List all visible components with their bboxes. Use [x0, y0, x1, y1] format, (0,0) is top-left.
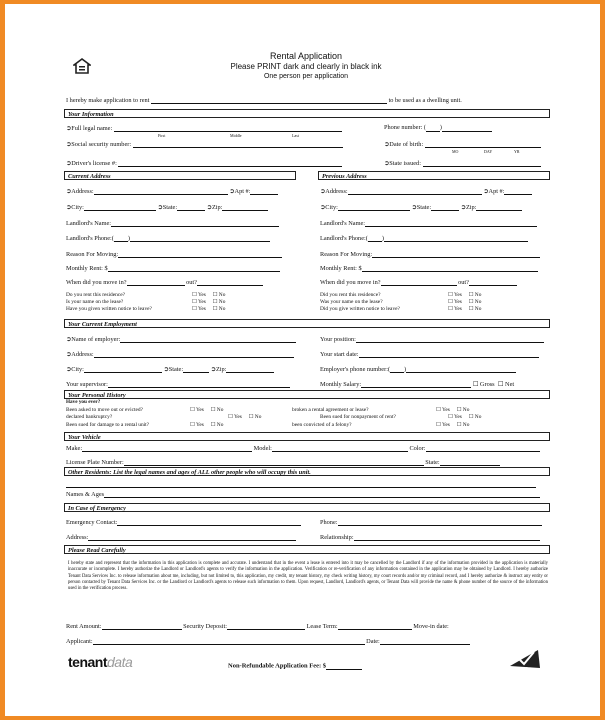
prev-apt-label: Apt #: — [488, 187, 505, 195]
cur-q1-row — [66, 292, 125, 298]
intro-address-line[interactable] — [151, 96, 387, 104]
relationship-label: Relationship: — [320, 533, 354, 541]
arrow-icon: ➲ — [483, 187, 489, 195]
checkbox-icon[interactable]: ☐ — [190, 422, 195, 428]
history-q6-label: been convicted of a felony? — [292, 422, 352, 428]
history-q1-row — [66, 407, 143, 413]
prev-q1-label: Did you rent this residence? — [320, 292, 381, 298]
cur-q2-options — [192, 299, 225, 305]
full-legal-name-label: Full legal name: — [71, 124, 113, 132]
name-middle-sub: Middle — [230, 133, 242, 138]
ssn-field[interactable] — [133, 140, 343, 148]
cur-address-row — [66, 187, 278, 195]
checkbox-icon[interactable]: ☐ — [468, 299, 474, 305]
names-ages-field[interactable] — [104, 490, 540, 498]
employer-phone-row: Employer's phone number:( ) — [320, 365, 516, 373]
prev-move-in-label: When did you move in? — [320, 278, 381, 286]
seal-text: Tenant Data — [515, 666, 533, 670]
yes-label: Yes — [196, 407, 204, 413]
prev-q3-row — [320, 306, 400, 312]
cur-q1-options — [192, 292, 225, 298]
history-q1-options — [190, 407, 223, 413]
section-read-carefully: Please Read Carefully — [64, 545, 550, 554]
checkbox-icon[interactable]: ☐ — [436, 407, 441, 413]
state-issued-field[interactable] — [423, 159, 541, 167]
emergency-address-field[interactable] — [88, 533, 296, 541]
checkbox-icon[interactable]: ☐ — [248, 414, 254, 420]
supervisor-field[interactable] — [108, 380, 290, 388]
history-q3-options — [190, 422, 223, 428]
applicant-label: Applicant: — [66, 637, 93, 645]
emp-address-field[interactable] — [94, 350, 294, 358]
arrow-icon: ➲ — [66, 159, 72, 167]
emergency-address-label: Address: — [66, 533, 89, 541]
emergency-address-row — [66, 533, 296, 541]
cur-zip-label: Zip: — [211, 203, 223, 211]
full-legal-name-field[interactable] — [114, 124, 342, 132]
model-field[interactable] — [272, 444, 408, 452]
security-deposit-label: Security Deposit: — [183, 622, 227, 630]
no-label: No — [462, 407, 470, 413]
prev-landlord-phone-field[interactable] — [384, 234, 528, 242]
history-q6-options — [436, 422, 469, 428]
license-row — [66, 458, 500, 466]
section-your-information: Your Information — [64, 109, 550, 118]
date-field[interactable] — [380, 637, 470, 645]
history-q5-label: Been sued for nonpayment of rent? — [320, 414, 396, 420]
dob-row — [384, 140, 541, 148]
phone-number-row: Phone number: ( ) — [384, 124, 492, 132]
history-q4-label: broken a rental agreement or lease? — [292, 407, 369, 413]
model-label: Model: — [253, 444, 272, 452]
yes-label: Yes — [454, 292, 462, 298]
residents-line-1[interactable] — [66, 480, 536, 488]
emp-address-label: Address: — [71, 350, 94, 358]
prev-out-label: out? — [458, 278, 469, 286]
start-date-label: Your start date: — [320, 350, 359, 358]
form-subtitle: Please PRINT dark and clearly in black ink — [230, 62, 382, 71]
cur-zip-field[interactable] — [222, 203, 268, 211]
history-q3-label: Been sued for damage to a rental unit? — [66, 422, 150, 428]
cur-state-label: State: — [162, 203, 178, 211]
names-ages-row — [66, 490, 540, 498]
prev-reason-row — [320, 250, 540, 258]
vehicle-row — [66, 444, 540, 452]
arrow-icon: ➲ — [163, 365, 169, 373]
checkbox-icon[interactable]: ☐ — [456, 407, 462, 413]
checkbox-icon[interactable]: ☐ — [468, 306, 474, 312]
logo-data-text: data — [107, 654, 133, 670]
prev-address-row — [320, 187, 532, 195]
date-label: Date: — [366, 637, 380, 645]
relationship-field[interactable] — [354, 533, 540, 541]
drivers-license-label: Driver's license #: — [71, 159, 117, 167]
emp-state-label: State: — [168, 365, 184, 373]
section-previous-address: Previous Address — [318, 171, 550, 180]
no-label: No — [218, 299, 226, 305]
other-residents-blank — [66, 480, 536, 488]
section-personal-history: Your Personal History — [64, 390, 550, 399]
prev-q3-label: Did you give written notice to leave? — [320, 306, 400, 312]
history-subheader: Have you ever? — [66, 399, 101, 405]
lease-term-field[interactable] — [338, 622, 412, 630]
section-emergency: In Case of Emergency — [64, 503, 550, 512]
prev-rent-label: Monthly Rent: $ — [320, 264, 362, 272]
make-field[interactable] — [82, 444, 252, 452]
cur-address-label: Address: — [71, 187, 94, 195]
arrow-icon: ➲ — [66, 187, 72, 195]
arrow-icon: ➲ — [210, 365, 216, 373]
history-q2-row — [66, 414, 112, 420]
authorization-paragraph: I hereby state and represent that the information in this application is complete and accurate. I understand that in the event a lease is entered into it may be cancelled by the Landlord if any of the information provided in the application is materially inaccurate or incomplete. I hereby authorize the Landlord or Landlord's agents to verify the information in the application. Verification or re-verification of any information contained in the application may be obtained by Landlord. I hereby authorize Tenant Data Services Inc. to release information about me, including, but not limited to, this application, my credit, my tenant history, my check writing history, my court records and/or my criminal record, and I hereby authorize & instruct any entity or person contacted by Tenant Data Services Inc. or the Landlord or Landlord's agents to release such information to them. Upon request, Landlord, Landlord's agents, or Tenant Data will provide the name & phone number of the source of the information used in the verification process. — [68, 561, 548, 592]
ssn-label: Social security number: — [71, 140, 132, 148]
dob-mo-sub: MO — [452, 149, 459, 154]
prev-apt-field[interactable] — [504, 187, 532, 195]
checkbox-icon[interactable]: ☐ — [210, 422, 216, 428]
cur-city-label: City: — [71, 203, 84, 211]
dob-yr-sub: YR — [514, 149, 520, 154]
yes-label: Yes — [454, 414, 462, 420]
salary-field[interactable] — [361, 380, 471, 388]
cur-landlord-name-field[interactable] — [111, 219, 279, 227]
color-field[interactable] — [426, 444, 540, 452]
cur-q3-label: Have you given written notice to leave? — [66, 306, 152, 312]
no-label: No — [216, 422, 224, 428]
cur-apt-label: Apt #: — [234, 187, 251, 195]
checkbox-icon[interactable]: ☐ — [210, 407, 216, 413]
prev-landlord-area-field[interactable] — [368, 234, 382, 242]
employer-row — [66, 335, 296, 343]
ssn-row — [66, 140, 343, 148]
rent-amount-label: Rent Amount: — [66, 622, 102, 630]
prev-move-in-field[interactable] — [381, 278, 457, 286]
arrow-icon: ➲ — [66, 140, 72, 148]
cur-reason-row — [66, 250, 282, 258]
no-label: No — [254, 414, 262, 420]
emp-city-label: City: — [71, 365, 84, 373]
cur-move-row — [66, 278, 263, 286]
prev-q2-label: Was your name on the lease? — [320, 299, 383, 305]
arrow-icon: ➲ — [460, 203, 466, 211]
start-date-row — [320, 350, 539, 358]
prev-state-field[interactable] — [431, 203, 459, 211]
form-title: Rental Application — [269, 51, 343, 61]
cur-q2-label: Is your name on the lease? — [66, 299, 124, 305]
history-q6-row — [292, 422, 352, 428]
arrow-icon: ➲ — [66, 350, 72, 358]
license-label: License Plate Number: — [66, 458, 124, 466]
cur-address-field[interactable] — [94, 187, 228, 195]
arrow-icon: ➲ — [206, 203, 212, 211]
prev-reason-label: Reason For Moving: — [320, 250, 373, 258]
salary-row — [320, 380, 514, 388]
cur-landlord-name-row — [66, 219, 279, 227]
checkbox-icon[interactable]: ☐ — [456, 422, 462, 428]
security-deposit-field[interactable] — [227, 622, 305, 630]
checkbox-icon[interactable]: ☐ — [192, 292, 197, 298]
arrow-icon: ➲ — [66, 203, 72, 211]
vehicle-state-label: State: — [425, 458, 440, 466]
intro-row — [66, 96, 462, 104]
history-q3-row — [66, 422, 149, 428]
prev-move-row — [320, 278, 517, 286]
yes-label: Yes — [196, 422, 204, 428]
checkbox-icon[interactable]: ☐ — [468, 292, 474, 298]
tenant-data-logo — [68, 654, 132, 670]
prev-zip-label: Zip: — [465, 203, 477, 211]
checkbox-icon[interactable]: ☐ — [448, 299, 453, 305]
phone-number-label: Phone number: — [384, 124, 423, 132]
emp-state-field[interactable] — [183, 365, 209, 373]
state-issued-label: State issued: — [389, 159, 421, 167]
no-label: No — [216, 407, 224, 413]
no-label: No — [474, 292, 482, 298]
dob-field[interactable] — [425, 140, 541, 148]
checkbox-icon[interactable]: ☐ — [448, 306, 453, 312]
gross-label: Gross — [479, 380, 495, 388]
checkbox-icon[interactable]: ☐ — [192, 299, 197, 305]
arrow-icon: ➲ — [320, 187, 326, 195]
name-last-sub: Last — [292, 133, 299, 138]
color-label: Color: — [409, 444, 426, 452]
form-note: One person per application — [263, 73, 349, 80]
phone-number-field[interactable] — [442, 124, 492, 132]
prev-landlord-name-row — [320, 219, 537, 227]
section-employment: Your Current Employment — [64, 319, 550, 328]
salary-label: Monthly Salary: — [320, 380, 362, 388]
no-label: No — [218, 292, 226, 298]
position-label: Your position: — [320, 335, 356, 343]
checkbox-icon[interactable]: ☐ — [468, 414, 474, 420]
checkbox-icon[interactable]: ☐ — [448, 414, 453, 420]
arrow-icon: ➲ — [384, 140, 390, 148]
yes-label: Yes — [198, 292, 206, 298]
prev-address-label: Address: — [325, 187, 348, 195]
position-row — [320, 335, 544, 343]
tenant-data-seal-icon — [508, 646, 542, 670]
terms-row — [66, 622, 449, 630]
signature-row — [66, 637, 470, 645]
cur-out-field[interactable] — [197, 278, 263, 286]
cur-q3-row — [66, 306, 152, 312]
prev-city-row — [320, 203, 522, 211]
yes-label: Yes — [442, 422, 450, 428]
checkbox-icon[interactable]: ☐ — [192, 306, 197, 312]
no-label: No — [474, 299, 482, 305]
cur-city-row — [66, 203, 268, 211]
supervisor-label: Your supervisor: — [66, 380, 108, 388]
emp-address-row — [66, 350, 294, 358]
applicant-signature-field[interactable] — [93, 637, 365, 645]
cur-move-in-label: When did you move in? — [66, 278, 127, 286]
checkbox-icon[interactable]: ☐ — [436, 422, 441, 428]
dob-label: Date of birth: — [389, 140, 424, 148]
cur-landlord-phone-label: Landlord's Phone: — [66, 234, 112, 242]
emp-city-field[interactable] — [84, 365, 162, 373]
move-in-date-label: Move-in date: — [413, 622, 449, 630]
prev-state-label: State: — [416, 203, 432, 211]
cur-landlord-phone-field[interactable] — [130, 234, 270, 242]
prev-q2-options — [448, 299, 481, 305]
arrow-icon: ➲ — [66, 365, 72, 373]
relationship-row — [320, 533, 540, 541]
arrow-icon: ➲ — [66, 335, 72, 343]
cur-city-field[interactable] — [84, 203, 156, 211]
rent-amount-field[interactable] — [102, 622, 182, 630]
cur-rent-label: Monthly Rent: $ — [66, 264, 108, 272]
intro-suffix: to be used as a dwelling unit. — [388, 96, 462, 104]
phone-area-field[interactable] — [426, 124, 440, 132]
cur-q3-options — [192, 306, 225, 312]
history-q5-options — [448, 414, 481, 420]
make-label: Make: — [66, 444, 83, 452]
prev-q2-row — [320, 299, 383, 305]
no-label: No — [462, 422, 470, 428]
vehicle-state-field[interactable] — [440, 458, 500, 466]
employer-phone-label: Employer's phone number: — [320, 365, 388, 373]
section-other-residents: Other Residents: List the legal names and ages of ALL other people who will occupy this unit. — [64, 467, 550, 476]
state-issued-row — [384, 159, 541, 167]
employer-area-field[interactable] — [390, 365, 404, 373]
employer-field[interactable] — [120, 335, 296, 343]
checkbox-icon[interactable]: ☐ — [212, 292, 218, 298]
section-current-address: Current Address — [64, 171, 296, 180]
employer-phone-field[interactable] — [406, 365, 516, 373]
cur-landlord-area-field[interactable] — [114, 234, 128, 242]
drivers-license-field[interactable] — [118, 159, 342, 167]
emp-zip-field[interactable] — [226, 365, 274, 373]
history-q4-row — [292, 407, 368, 413]
emergency-contact-label: Emergency Contact: — [66, 518, 118, 526]
yes-label: Yes — [198, 299, 206, 305]
start-date-field[interactable] — [359, 350, 539, 358]
checkbox-icon[interactable]: ☐ — [212, 299, 218, 305]
cur-reason-label: Reason For Moving: — [66, 250, 119, 258]
arrow-icon: ➲ — [66, 124, 72, 132]
emergency-phone-field[interactable] — [338, 518, 542, 526]
prev-landlord-name-field[interactable] — [365, 219, 537, 227]
checkbox-icon[interactable]: ☐ — [497, 380, 504, 388]
yes-label: Yes — [454, 306, 462, 312]
emergency-phone-row — [320, 518, 542, 526]
name-first-sub: First — [158, 133, 166, 138]
history-q2-options — [228, 414, 261, 420]
prev-rent-field[interactable] — [362, 264, 538, 272]
cur-apt-field[interactable] — [250, 187, 278, 195]
prev-landlord-name-label: Landlord's Name: — [320, 219, 366, 227]
fee-label: Non-Refundable Application Fee: $ — [228, 662, 327, 670]
fee-field[interactable] — [326, 662, 362, 670]
fee-row — [228, 662, 362, 670]
cur-reason-field[interactable] — [118, 250, 282, 258]
prev-zip-field[interactable] — [476, 203, 522, 211]
drivers-license-row — [66, 159, 342, 167]
checkbox-icon[interactable]: ☐ — [472, 380, 479, 388]
intro-prefix: I hereby make application to rent — [66, 96, 150, 104]
lease-term-label: Lease Term: — [306, 622, 338, 630]
checkbox-icon[interactable]: ☐ — [448, 292, 453, 298]
cur-landlord-phone-row: Landlord's Phone:( ) — [66, 234, 270, 242]
dob-day-sub: DAY — [484, 149, 493, 154]
names-ages-label: Names & Ages — [66, 490, 105, 498]
license-field[interactable] — [124, 458, 424, 466]
page-frame — [5, 4, 600, 716]
emp-zip-label: Zip: — [215, 365, 227, 373]
cur-rent-field[interactable] — [108, 264, 280, 272]
cur-state-field[interactable] — [177, 203, 205, 211]
prev-out-field[interactable] — [469, 278, 517, 286]
cur-out-label: out? — [186, 278, 197, 286]
emp-city-row — [66, 365, 274, 373]
prev-q3-options — [448, 306, 481, 312]
position-field[interactable] — [356, 335, 544, 343]
history-q1-label: Been asked to move out or evicted? — [66, 407, 143, 413]
cur-q1-label: Do you rent this residence? — [66, 292, 125, 298]
prev-reason-field[interactable] — [372, 250, 540, 258]
prev-city-field[interactable] — [338, 203, 410, 211]
cur-q2-row — [66, 299, 123, 305]
no-label: No — [474, 414, 482, 420]
checkbox-icon[interactable]: ☐ — [190, 407, 195, 413]
supervisor-row — [66, 380, 290, 388]
checkbox-icon[interactable]: ☐ — [212, 306, 218, 312]
prev-q1-options — [448, 292, 481, 298]
cur-landlord-name-label: Landlord's Name: — [66, 219, 112, 227]
no-label: No — [218, 306, 226, 312]
arrow-icon: ➲ — [384, 159, 390, 167]
emergency-phone-label: Phone: — [320, 518, 338, 526]
full-legal-name-row — [66, 124, 342, 132]
arrow-icon: ➲ — [320, 203, 326, 211]
prev-address-field[interactable] — [348, 187, 482, 195]
history-q5-row — [320, 414, 396, 420]
arrow-icon: ➲ — [157, 203, 163, 211]
emergency-contact-row — [66, 518, 301, 526]
prev-rent-row — [320, 264, 538, 272]
section-vehicle: Your Vehicle — [64, 432, 550, 441]
yes-label: Yes — [454, 299, 462, 305]
arrow-icon: ➲ — [411, 203, 417, 211]
employer-label: Name of employer: — [71, 335, 121, 343]
prev-city-label: City: — [325, 203, 338, 211]
prev-q1-row — [320, 292, 380, 298]
logo-tenant-text: tenant — [68, 654, 107, 670]
emergency-contact-field[interactable] — [117, 518, 301, 526]
prev-landlord-phone-label: Landlord's Phone: — [320, 234, 366, 242]
history-q4-options — [436, 407, 469, 413]
arrow-icon: ➲ — [229, 187, 235, 195]
checkbox-icon[interactable]: ☐ — [228, 414, 233, 420]
cur-rent-row — [66, 264, 280, 272]
cur-move-in-field[interactable] — [127, 278, 185, 286]
net-label: Net — [505, 380, 515, 388]
yes-label: Yes — [198, 306, 206, 312]
yes-label: Yes — [234, 414, 242, 420]
prev-landlord-phone-row: Landlord's Phone:( ) — [320, 234, 528, 242]
history-q2-label: declared bankruptcy? — [66, 414, 113, 420]
yes-label: Yes — [442, 407, 450, 413]
no-label: No — [474, 306, 482, 312]
